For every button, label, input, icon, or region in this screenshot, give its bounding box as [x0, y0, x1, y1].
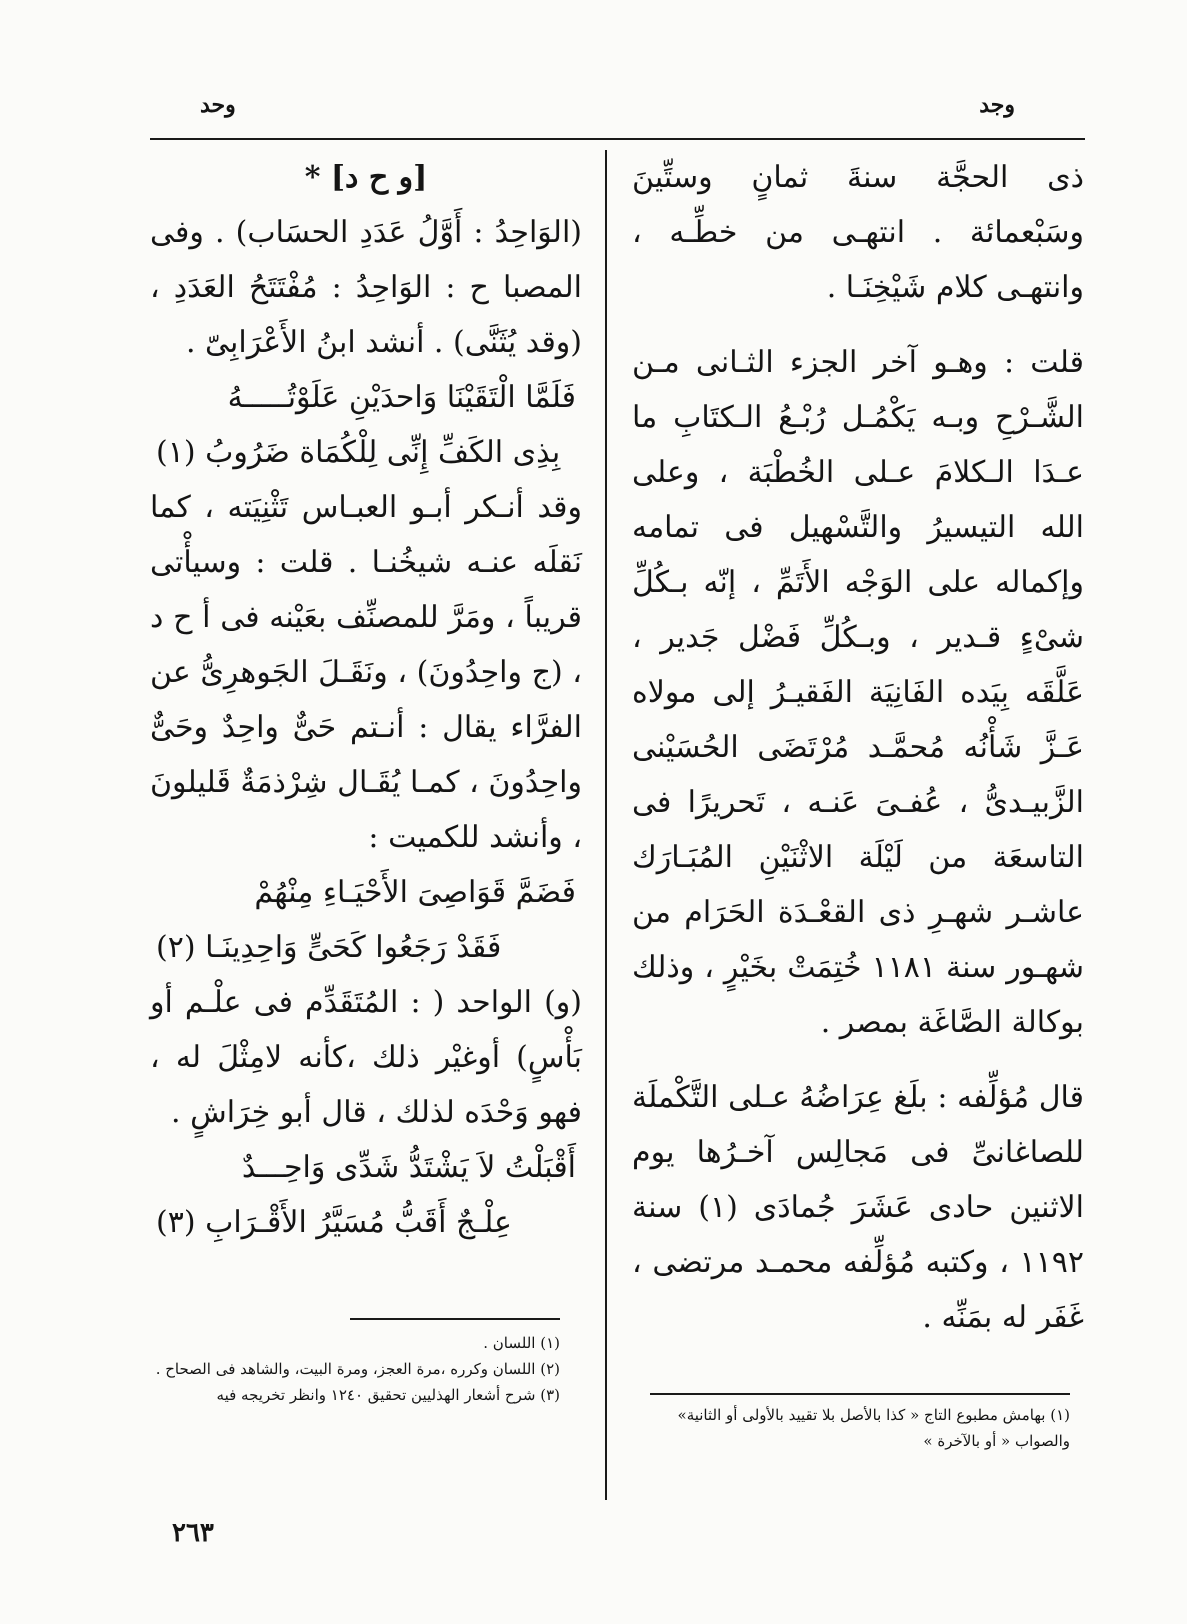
verse-2-line-1: فَضَمَّ قَوَاصِىَ الأَحْيَـاءِ مِنْهُمْ [254, 875, 576, 910]
left-paragraph-3: (و) الواحد ( : المُتَقَدِّم فى علْـم أو بَأْسٍ) أوغيْر ذلك ،كأنه لامِثْلَ له ، فهو وَحْدَه لذلك ، قال أبو خِرَاشٍ . [150, 985, 582, 1130]
running-header-right: وجد [979, 92, 1015, 118]
verse-3-line-2: عِلْـجٌ أَقَبُّ مُسَيَّرُ الأَقْـرَابِ (٣) [156, 1205, 512, 1240]
footnote: (٢) اللسان وكرره ،مرة العجز، ومرة البيت، والشاهد فى الصحاح . [155, 1360, 560, 1378]
page-number: ٢٦٣ [172, 1518, 214, 1548]
entry-title: [و ح د] * [304, 160, 428, 195]
footnote: (١) اللسان . [483, 1334, 560, 1352]
right-paragraph-3: قال مُؤلِّفه : بلَغ عِرَاضُهُ عـلى التَّكْملَة للصاغانىِّ فى مَجالِس آخـرُها يوم الاثنين حادى عَشَرَ جُمادَى (١) سنة ١١٩٢ ، وكتبه مُؤلِّفه محمـد مرتضى ، غَفَر له بمَنِّه . [632, 1080, 1085, 1335]
left-footnotes [140, 1330, 560, 1408]
running-header-left: وحد [200, 92, 236, 118]
footnote: (١) بهامش مطبوع التاج « كذا بالأصل بلا تقييد بالأولى أو الثانية» والصواب « أو بالآخرة » [677, 1406, 1070, 1450]
left-paragraph-2: وقد أنـكر أبـو العبـاس تَثْنِيَته ، كما نَقلَه عنـه شيخُنـا . قلت : وسيأْتى قريباً ، ومَرَّ للمصنِّف بعَيْنه فى أ ح د ، (ج واحِدُونَ) ، ونَقَـلَ الجَوهرِىُّ عن الفرَّاء يقال : أنـتم حَىٌّ واحِدٌ وحَىٌّ واحِدُونَ ، كمـا يُقَـال شِرْذمَةٌ قَليلونَ ، وأنشد للكميت : [150, 490, 582, 855]
right-footnote-rule [650, 1393, 1070, 1395]
right-footnotes [640, 1402, 1070, 1454]
verse-2-line-2: فَقَدْ رَجَعُوا كَحَىٍّ وَاحِدِينَـا (٢) [156, 930, 502, 965]
verse-1-line-1: فَلَمَّا الْتَقَيْنَا وَاحدَيْنِ عَلَوْتُـــــهُ [227, 380, 576, 415]
verse-1 [150, 370, 582, 480]
column-divider [605, 150, 607, 1500]
verse-3-line-1: أَقْبَلْتُ لاَ يَشْتَدُّ شَدِّى وَاحِـــدٌ [241, 1150, 576, 1185]
left-paragraph-1: (الوَاحِدُ : أَوَّلُ عَدَدِ الحسَاب) . وفى المصبا ح : الوَاحِدُ : مُفْتَتَحُ العَدَدِ ، (وقد يُثَنَّى) . أنشد ابنُ الأَعْرَابِىّ . [150, 215, 582, 360]
verse-2 [150, 865, 582, 975]
right-paragraph-1: ذى الحجَّة سنةَ ثمانٍ وستِّينَ وسَبْعمائة . انتهـى من خطِّـه ، وانتهـى كلام شَيْخِنَـا . [632, 160, 1084, 305]
right-paragraph-2: قلت : وهـو آخر الجزء الثـانى مـن الشَّـرْحِ وبـه يَكْمُـل رُبْـعُ الـكتَابِ ما عـدَا الـكلامَ عـلى الخُطْبَة ، وعلى الله التيسيرُ والتَّسْهيل فى تمامه وإكماله على الوَجْه الأَتَمِّ ، إنّه بـكُلِّ شىْءٍ قـدير ، وبـكُلِّ فَضْل جَدير ، عَلَّقَه بِيَده الفَانِيَة الفَقيـرُ إلى مولاه عَـزَّ شَأْنُه مُحمَّـد مُرْتَضَى الحُسَيْنى الزَّبيـدىُّ ، عُفـىَ عَنـه ، تَحريرًا فى التاسعَة من لَيْلَة الاثْنَيْنِ المُبَـارَك عاشـر شهـرِ ذى القعْـدَة الحَرَام من شهـور سنة ١١٨١ خُتِمَتْ بخَيْرٍ ، وذلك بوكالة الصَّاغَة بمصر . [632, 345, 1084, 1040]
right-column [632, 150, 1084, 1345]
verse-1-line-2: بِذِى الكَفِّ إِنِّى لِلْكُمَاة ضَرُوبُ (١) [156, 435, 561, 470]
footnote: (٣) شرح أشعار الهذليين تحقيق ١٢٤٠ وانظر تخريجه فيه [216, 1386, 560, 1404]
left-column [150, 150, 582, 1250]
verse-3 [150, 1140, 582, 1250]
header-rule [150, 138, 1085, 140]
left-footnote-rule [350, 1318, 560, 1320]
